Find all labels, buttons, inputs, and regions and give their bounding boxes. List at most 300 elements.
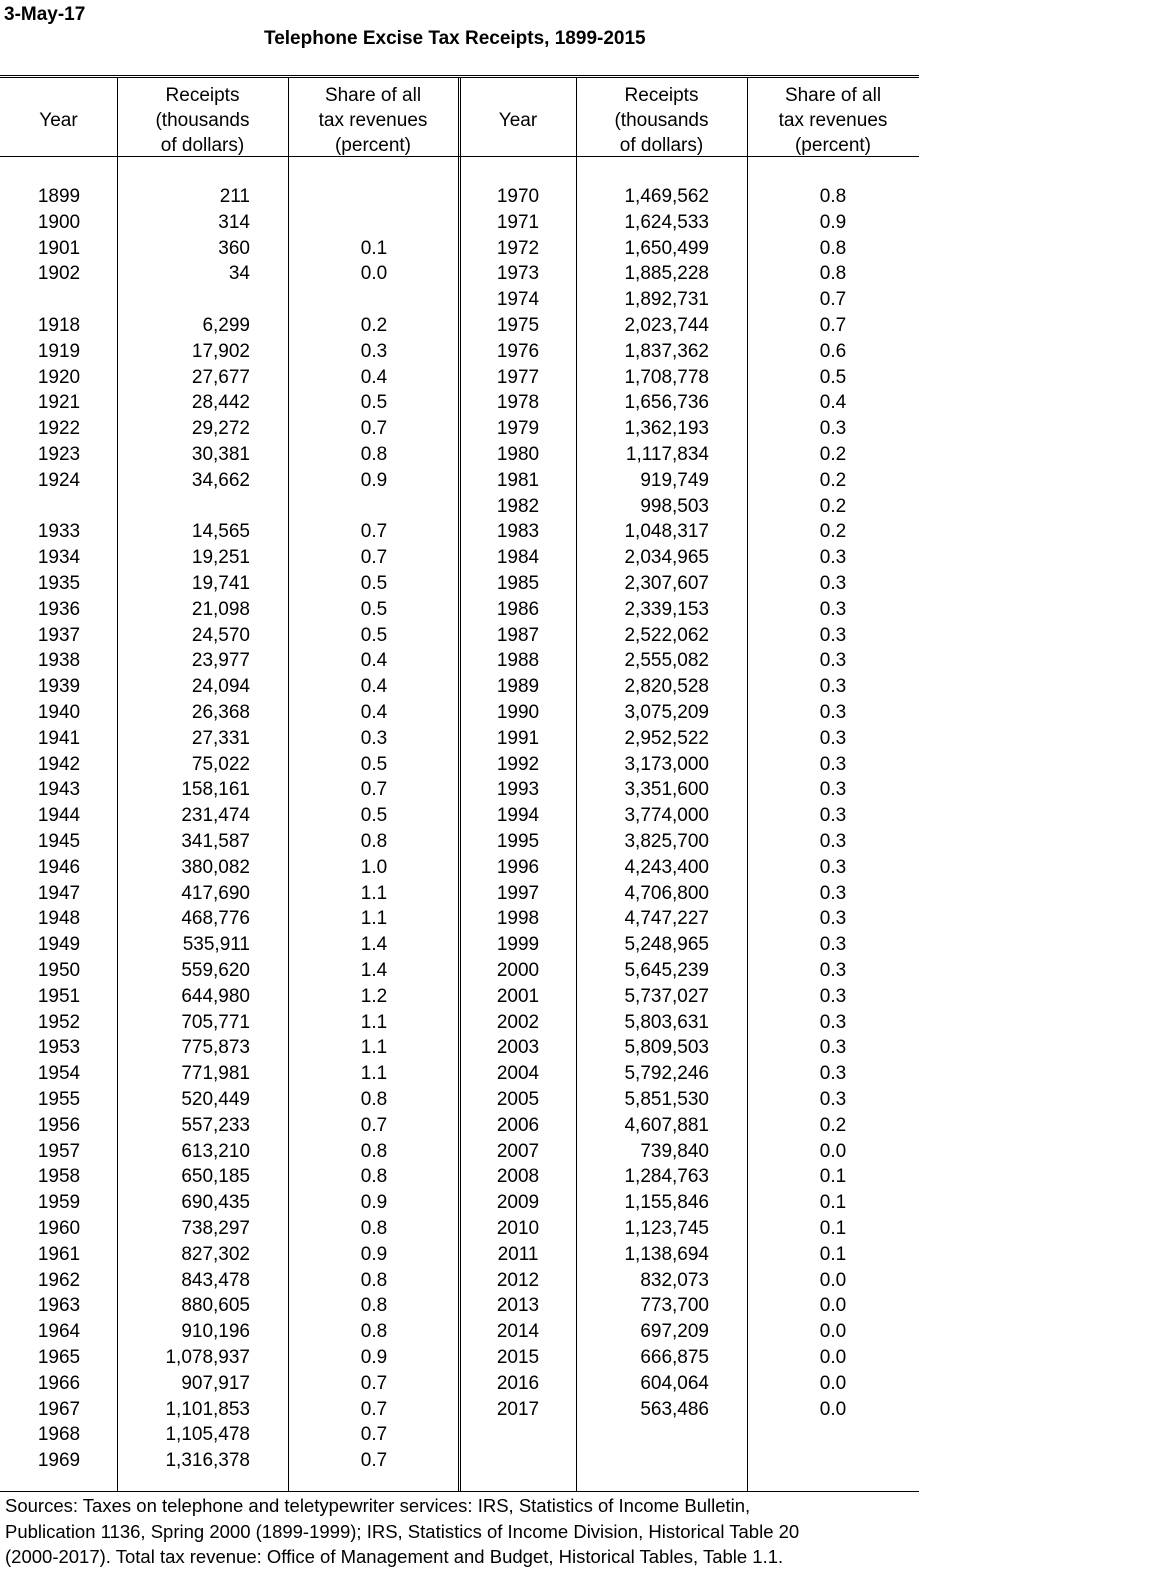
- share-cell: 0.1: [819, 1218, 847, 1239]
- receipts-cell: 5,851,530: [624, 1089, 709, 1110]
- year-cell: 1922: [37, 418, 81, 440]
- table-row: [0, 1371, 919, 1397]
- share-cell: 1.1: [360, 1037, 388, 1059]
- year-cell: 1974: [496, 289, 540, 311]
- receipts-cell: 1,284,763: [624, 1166, 709, 1188]
- receipts-cell: 832,073: [640, 1269, 709, 1291]
- share-cell: 0.2: [819, 495, 847, 517]
- year-cell: 1973: [496, 263, 540, 285]
- share-cell: 0.7: [360, 779, 388, 801]
- receipts-cell: 5,809,503: [624, 1037, 709, 1059]
- year-cell: 1918: [37, 315, 81, 336]
- receipts-cell: 3,774,000: [624, 805, 709, 827]
- share-cell: 0.1: [360, 237, 388, 259]
- receipts-cell: 705,771: [181, 1011, 250, 1033]
- table-row: [0, 442, 919, 468]
- receipts-cell: 604,064: [640, 1372, 709, 1394]
- year-cell: 2013: [496, 1295, 540, 1317]
- year-cell: 1899: [37, 186, 81, 207]
- year-cell: 1938: [37, 650, 81, 672]
- year-cell: 1990: [496, 702, 540, 723]
- table-row: [0, 571, 919, 597]
- share-cell: 1.2: [360, 985, 388, 1007]
- receipts-cell: 697,209: [640, 1321, 709, 1343]
- table-row: [0, 984, 919, 1010]
- share-cell: 0.7: [360, 1450, 388, 1472]
- year-cell: 2015: [496, 1347, 540, 1368]
- share-cell: 0.8: [360, 1295, 388, 1317]
- year-cell: 1984: [496, 547, 540, 569]
- year-cell: 1963: [37, 1295, 81, 1317]
- receipts-cell: 417,690: [181, 882, 250, 904]
- receipts-cell: 34,662: [191, 469, 250, 491]
- year-cell: 1947: [37, 882, 81, 904]
- receipts-cell: 1,656,736: [624, 392, 709, 414]
- table-row: [0, 1164, 919, 1190]
- year-cell: 1960: [37, 1218, 81, 1239]
- year-cell: 1953: [37, 1037, 81, 1059]
- year-cell: 1942: [37, 753, 81, 775]
- receipts-cell: 6,299: [202, 315, 250, 336]
- share-cell: 0.5: [360, 805, 388, 827]
- receipts-cell: 644,980: [181, 985, 250, 1007]
- share-cell: 0.3: [819, 882, 847, 904]
- share-cell: 0.3: [819, 831, 847, 852]
- table-row: [0, 287, 919, 313]
- table-row: [0, 674, 919, 700]
- year-cell: 1976: [496, 340, 540, 362]
- year-cell: 1948: [37, 908, 81, 930]
- year-cell: 1993: [496, 779, 540, 801]
- year-cell: 1999: [496, 934, 540, 956]
- table-row: [0, 1010, 919, 1036]
- year-cell: 2010: [496, 1218, 540, 1239]
- receipts-cell: 19,741: [191, 573, 250, 594]
- receipts-cell: 1,123,745: [624, 1218, 709, 1239]
- table-row: [0, 906, 919, 932]
- share-cell: 0.3: [819, 624, 847, 646]
- table-row: [0, 1035, 919, 1061]
- table-row: [0, 958, 919, 984]
- table-row: [0, 1397, 919, 1423]
- receipts-cell: 1,048,317: [624, 521, 709, 543]
- share-cell: 0.3: [819, 727, 847, 749]
- receipts-cell: 520,449: [181, 1089, 250, 1110]
- share-cell: 1.1: [360, 1011, 388, 1033]
- receipts-table: [0, 75, 919, 1492]
- year-cell: 1941: [37, 727, 81, 749]
- year-cell: 2014: [496, 1321, 540, 1343]
- year-cell: 1921: [37, 392, 81, 414]
- year-cell: 1901: [37, 237, 81, 259]
- table-row: [0, 1216, 919, 1242]
- receipts-cell: 28,442: [191, 392, 250, 414]
- year-cell: 1987: [496, 624, 540, 646]
- share-cell: 0.8: [360, 444, 388, 465]
- share-cell: 0.3: [819, 779, 847, 801]
- receipts-cell: 559,620: [181, 960, 250, 981]
- share-cell: 0.3: [819, 1037, 847, 1059]
- year-cell: 1975: [496, 315, 540, 336]
- year-cell: 2000: [496, 960, 540, 981]
- year-cell: 1988: [496, 650, 540, 672]
- year-cell: 2012: [496, 1269, 540, 1291]
- share-cell: 0.0: [819, 1140, 847, 1162]
- share-cell: 0.8: [360, 1321, 388, 1343]
- year-cell: 2016: [496, 1372, 540, 1394]
- year-cell: 2009: [496, 1192, 540, 1214]
- year-cell: 1966: [37, 1372, 81, 1394]
- year-cell: 1936: [37, 598, 81, 620]
- year-cell: 1924: [37, 469, 81, 491]
- year-cell: 1970: [496, 186, 540, 207]
- year-cell: 1962: [37, 1269, 81, 1291]
- share-cell: 0.1: [819, 1243, 847, 1265]
- receipts-cell: 1,650,499: [624, 237, 709, 259]
- receipts-cell: 314: [218, 211, 250, 233]
- table-row: [0, 1422, 919, 1448]
- share-cell: 0.3: [819, 805, 847, 827]
- year-cell: 2001: [496, 985, 540, 1007]
- year-cell: 2004: [496, 1063, 540, 1085]
- share-cell: 1.4: [360, 960, 388, 981]
- table-row: [0, 416, 919, 442]
- receipts-cell: 827,302: [181, 1243, 250, 1265]
- receipts-cell: 557,233: [181, 1114, 250, 1136]
- receipts-cell: 5,803,631: [624, 1011, 709, 1033]
- share-cell: 0.6: [819, 340, 847, 362]
- year-cell: 1994: [496, 805, 540, 827]
- share-cell: 0.5: [360, 624, 388, 646]
- share-cell: 0.9: [360, 1243, 388, 1265]
- table-row: [0, 365, 919, 391]
- year-cell: 1952: [37, 1011, 81, 1033]
- year-cell: 1978: [496, 392, 540, 414]
- receipts-cell: 2,952,522: [624, 727, 709, 749]
- share-cell: 1.0: [360, 856, 388, 878]
- receipts-cell: 2,023,744: [624, 315, 709, 336]
- share-cell: 0.3: [819, 547, 847, 569]
- year-cell: 1900: [37, 211, 81, 233]
- year-cell: 2002: [496, 1011, 540, 1033]
- share-cell: 0.2: [819, 1114, 847, 1136]
- share-cell: 0.5: [360, 573, 388, 594]
- table-row: [0, 390, 919, 416]
- receipts-cell: 5,737,027: [624, 985, 709, 1007]
- share-cell: 0.5: [360, 753, 388, 775]
- table-row: [0, 932, 919, 958]
- year-cell: 1964: [37, 1321, 81, 1343]
- receipts-cell: 4,706,800: [624, 882, 709, 904]
- receipts-cell: 5,645,239: [624, 960, 709, 981]
- receipts-cell: 613,210: [181, 1140, 250, 1162]
- year-cell: 1943: [37, 779, 81, 801]
- receipts-cell: 360: [218, 237, 250, 259]
- share-cell: 0.4: [819, 392, 847, 414]
- share-cell: 0.0: [819, 1295, 847, 1317]
- receipts-cell: 26,368: [191, 702, 250, 723]
- receipts-cell: 1,155,846: [624, 1192, 709, 1214]
- receipts-cell: 739,840: [640, 1140, 709, 1162]
- year-cell: 1934: [37, 547, 81, 569]
- receipts-cell: 3,075,209: [624, 702, 709, 723]
- share-cell: 0.1: [819, 1166, 847, 1188]
- share-cell: 0.3: [819, 985, 847, 1007]
- year-cell: 1979: [496, 418, 540, 440]
- receipts-cell: 563,486: [640, 1398, 709, 1420]
- year-cell: 1967: [37, 1398, 81, 1420]
- share-cell: 0.8: [360, 831, 388, 852]
- share-cell: 0.3: [360, 727, 388, 749]
- year-cell: 1933: [37, 521, 81, 543]
- year-cell: 1940: [37, 702, 81, 723]
- year-cell: 1968: [37, 1424, 81, 1446]
- receipts-cell: 535,911: [182, 934, 250, 956]
- share-cell: 0.3: [819, 676, 847, 698]
- year-cell: 1986: [496, 598, 540, 620]
- receipts-cell: 1,885,228: [624, 263, 709, 285]
- header-year-right: Year: [498, 110, 538, 131]
- share-cell: 0.7: [360, 1114, 388, 1136]
- share-cell: 0.8: [360, 1218, 388, 1239]
- year-cell: 1956: [37, 1114, 81, 1136]
- share-cell: 0.9: [360, 1192, 388, 1214]
- share-cell: 0.3: [819, 598, 847, 620]
- receipts-cell: 1,105,478: [165, 1424, 250, 1446]
- share-cell: 0.3: [819, 1011, 847, 1033]
- share-cell: 0.4: [360, 366, 388, 388]
- receipts-cell: 998,503: [640, 495, 709, 517]
- table-row: [0, 494, 919, 520]
- year-cell: 1985: [496, 573, 540, 594]
- year-cell: 1902: [37, 263, 81, 285]
- share-cell: 0.0: [360, 263, 388, 285]
- share-cell: 0.7: [819, 289, 847, 311]
- receipts-cell: 34: [228, 263, 250, 285]
- share-cell: 0.8: [819, 263, 847, 285]
- share-cell: 0.5: [360, 392, 388, 414]
- receipts-cell: 738,297: [181, 1218, 250, 1239]
- table-row: [0, 1087, 919, 1113]
- table-row: [0, 700, 919, 726]
- receipts-cell: 75,022: [191, 753, 250, 775]
- table-row: [0, 881, 919, 907]
- receipts-cell: 231,474: [181, 805, 250, 827]
- table-row: [0, 597, 919, 623]
- receipts-cell: 1,138,694: [624, 1243, 709, 1265]
- year-cell: 1923: [37, 444, 81, 465]
- year-cell: 1996: [496, 856, 540, 878]
- receipts-cell: 690,435: [181, 1192, 250, 1214]
- table-row: [0, 1139, 919, 1165]
- table-row: [0, 468, 919, 494]
- share-cell: 0.8: [360, 1089, 388, 1110]
- receipts-cell: 24,094: [191, 676, 250, 698]
- share-cell: 0.3: [819, 418, 847, 440]
- receipts-cell: 3,173,000: [624, 753, 709, 775]
- receipts-cell: 666,875: [640, 1347, 709, 1368]
- receipts-cell: 2,307,607: [624, 573, 709, 594]
- receipts-cell: 21,098: [191, 598, 250, 620]
- share-cell: 0.8: [360, 1269, 388, 1291]
- year-cell: 1982: [496, 495, 540, 517]
- year-cell: 1959: [37, 1192, 81, 1214]
- table-row: [0, 752, 919, 778]
- year-cell: 1935: [37, 573, 81, 594]
- receipts-cell: 1,117,834: [625, 444, 709, 465]
- share-cell: 0.7: [360, 1372, 388, 1394]
- year-cell: 1919: [37, 340, 81, 362]
- receipts-cell: 380,082: [181, 856, 250, 878]
- share-cell: 0.3: [819, 934, 847, 956]
- header-year-left: Year: [39, 110, 78, 131]
- year-cell: 1944: [37, 805, 81, 827]
- share-cell: 0.0: [819, 1372, 847, 1394]
- year-cell: 1989: [496, 676, 540, 698]
- year-cell: 1958: [37, 1166, 81, 1188]
- year-cell: 1965: [37, 1347, 81, 1368]
- share-cell: 0.8: [819, 237, 847, 259]
- year-cell: 2003: [496, 1037, 540, 1059]
- receipts-cell: 27,331: [191, 727, 250, 749]
- share-cell: 0.7: [360, 1398, 388, 1420]
- receipts-cell: 14,565: [191, 521, 250, 543]
- year-cell: 1957: [37, 1140, 81, 1162]
- receipts-cell: 910,196: [181, 1321, 250, 1343]
- receipts-cell: 1,624,533: [624, 211, 709, 233]
- table-row: [0, 1113, 919, 1139]
- year-cell: 1950: [37, 960, 81, 981]
- year-cell: 1991: [496, 727, 540, 749]
- year-cell: 2017: [496, 1398, 540, 1420]
- receipts-cell: 17,902: [191, 340, 250, 362]
- receipts-cell: 4,607,881: [624, 1114, 709, 1136]
- header-share-left: Share of all tax revenues (percent): [318, 85, 428, 156]
- share-cell: 0.2: [819, 469, 847, 491]
- share-cell: 0.7: [819, 315, 847, 336]
- table-row: [0, 1319, 919, 1345]
- year-cell: 2008: [496, 1166, 540, 1188]
- table-row: [0, 1190, 919, 1216]
- receipts-cell: 775,873: [181, 1037, 250, 1059]
- share-cell: 0.7: [360, 1424, 388, 1446]
- year-cell: 1980: [496, 444, 540, 465]
- year-cell: 1995: [496, 831, 540, 852]
- receipts-cell: 2,820,528: [624, 676, 709, 698]
- share-cell: 0.3: [819, 753, 847, 775]
- table-row: [0, 261, 919, 287]
- receipts-cell: 843,478: [181, 1269, 250, 1291]
- year-cell: 1939: [37, 676, 81, 698]
- receipts-cell: 650,185: [181, 1166, 250, 1188]
- receipts-cell: 1,101,853: [165, 1398, 250, 1420]
- receipts-cell: 5,248,965: [624, 934, 709, 956]
- table-row: [0, 1293, 919, 1319]
- share-cell: 0.1: [819, 1192, 847, 1214]
- share-cell: 1.1: [360, 908, 388, 930]
- year-cell: 1937: [37, 624, 81, 646]
- receipts-cell: 907,917: [181, 1372, 250, 1394]
- receipts-cell: 19,251: [191, 547, 250, 569]
- receipts-cell: 4,747,227: [624, 908, 709, 930]
- share-cell: 0.9: [360, 1347, 388, 1368]
- receipts-cell: 23,977: [191, 650, 250, 672]
- table-row: [0, 1448, 919, 1474]
- year-cell: 1983: [496, 521, 540, 543]
- table-row: [0, 519, 919, 545]
- year-cell: 1951: [37, 985, 81, 1007]
- receipts-cell: 4,243,400: [624, 856, 709, 878]
- receipts-cell: 1,892,731: [624, 289, 709, 311]
- table-row: [0, 339, 919, 365]
- receipts-cell: 2,522,062: [624, 624, 709, 646]
- receipts-cell: 29,272: [191, 418, 250, 440]
- share-cell: 0.9: [819, 211, 847, 233]
- receipts-cell: 1,362,193: [624, 418, 709, 440]
- table-row: [0, 648, 919, 674]
- header-receipts-left: Receipts (thousands of dollars): [155, 85, 250, 156]
- share-cell: 0.2: [819, 521, 847, 543]
- share-cell: 0.8: [360, 1166, 388, 1188]
- table-row: [0, 1061, 919, 1087]
- year-cell: 2007: [496, 1140, 540, 1162]
- year-cell: 1955: [37, 1089, 81, 1110]
- share-cell: 0.5: [360, 598, 388, 620]
- receipts-cell: 468,776: [181, 908, 250, 930]
- share-cell: 0.8: [819, 186, 847, 207]
- share-cell: 0.0: [819, 1347, 847, 1368]
- share-cell: 0.8: [360, 1140, 388, 1162]
- year-cell: 1981: [496, 469, 540, 491]
- share-cell: 0.4: [360, 702, 388, 723]
- table-row: [0, 313, 919, 339]
- table-row: [0, 777, 919, 803]
- year-cell: 1998: [496, 908, 540, 930]
- header-share-right: Share of all tax revenues (percent): [778, 85, 888, 156]
- table-row: [0, 829, 919, 855]
- share-cell: 0.3: [819, 702, 847, 723]
- receipts-cell: 24,570: [191, 624, 250, 646]
- share-cell: 0.3: [819, 573, 847, 594]
- table-row: [0, 1345, 919, 1371]
- receipts-cell: 5,792,246: [624, 1063, 709, 1085]
- year-cell: 1920: [37, 366, 81, 388]
- year-cell: 1992: [496, 753, 540, 775]
- share-cell: 0.3: [819, 650, 847, 672]
- table-row: [0, 623, 919, 649]
- report-date: 3-May-17: [4, 4, 86, 25]
- share-cell: 0.0: [819, 1321, 847, 1343]
- receipts-cell: 1,078,937: [165, 1347, 250, 1368]
- share-cell: 0.4: [360, 676, 388, 698]
- receipts-cell: 1,708,778: [624, 366, 709, 388]
- table-row: [0, 236, 919, 262]
- receipts-cell: 2,555,082: [624, 650, 709, 672]
- year-cell: 1954: [37, 1063, 81, 1085]
- share-cell: 0.0: [819, 1269, 847, 1291]
- share-cell: 0.7: [360, 521, 388, 543]
- year-cell: 1997: [496, 882, 540, 904]
- sources-note: Sources: Taxes on telephone and teletypewriter services: IRS, Statistics of Income Bulletin, Publication 1136, Spring 2000 (1899-1999); IRS, Statistics of Income Division, Historical Table 20 (2000-2017). Total tax revenue: Office of Management and Budget, Historical Tables, Table 1.1.: [5, 1495, 800, 1567]
- table-row: [0, 803, 919, 829]
- receipts-cell: 1,316,378: [165, 1450, 250, 1472]
- share-cell: 0.2: [360, 315, 388, 336]
- receipts-cell: 341,587: [181, 831, 250, 852]
- receipts-cell: 30,381: [191, 444, 250, 465]
- receipts-cell: 3,351,600: [624, 779, 709, 801]
- year-cell: 1972: [496, 237, 540, 259]
- share-cell: 0.9: [360, 469, 388, 491]
